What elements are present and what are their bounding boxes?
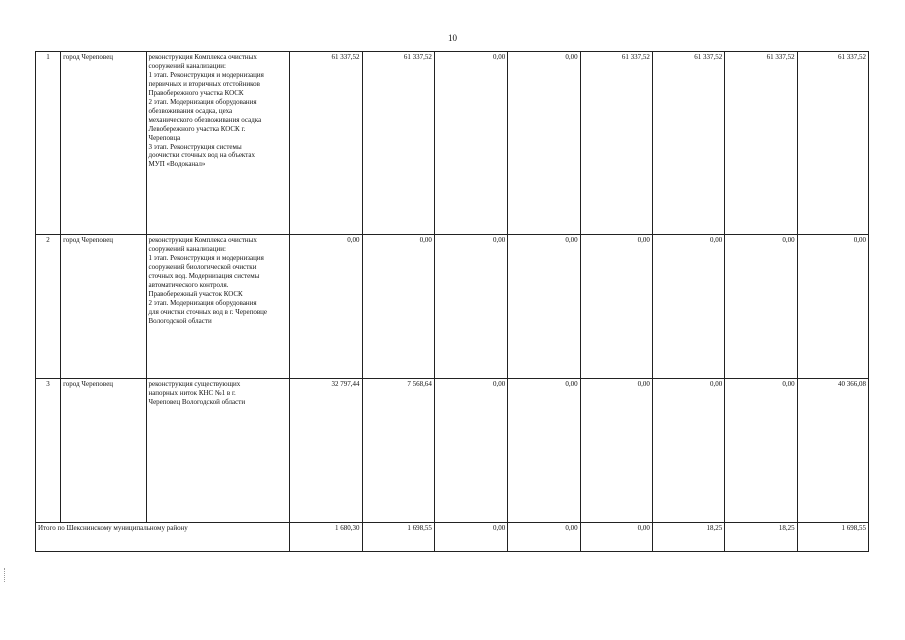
description-cell	[146, 52, 290, 235]
description-line: сточных вод. Модернизация системы	[148, 271, 260, 280]
value-cell: 0,00	[725, 379, 797, 523]
description-line: напорных ниток КНС №1 в г.	[148, 388, 236, 397]
value-cell: 61 337,52	[652, 52, 724, 235]
value-cell: 32 797,44	[290, 379, 362, 523]
description-line: 1 этап. Реконструкция и модернизация	[148, 70, 264, 79]
row-number: 2	[36, 235, 61, 379]
total-value-cell: 18,25	[725, 523, 797, 552]
value-cell: 61 337,52	[362, 52, 434, 235]
city-cell: город Череповец	[61, 52, 146, 235]
value-cell: 0,00	[725, 235, 797, 379]
table-row	[36, 52, 869, 235]
description-line: Правобережного участка КОСК	[148, 88, 244, 97]
description-line: 1 этап. Реконструкция и модернизация	[148, 253, 264, 262]
description-line: Череповца	[148, 133, 181, 142]
value-cell: 0,00	[508, 52, 580, 235]
value-cell: 0,00	[797, 235, 868, 379]
value-cell: 0,00	[290, 235, 362, 379]
total-value-cell: 18,25	[652, 523, 724, 552]
description-line: реконструкция существующих	[148, 380, 241, 388]
description-line: реконструкция Комплекса очистных	[148, 236, 257, 244]
value-cell: 0,00	[434, 52, 507, 235]
total-value-cell: 0,00	[508, 523, 580, 552]
city-cell: город Череповец	[61, 379, 146, 523]
description-line: Левобережного участка КОСК г.	[148, 124, 246, 133]
description-line: сооружений биологической очистки	[148, 262, 257, 271]
total-value-cell: 1 698,55	[362, 523, 434, 552]
value-cell: 0,00	[652, 235, 724, 379]
row-number: 3	[36, 379, 61, 523]
description-line: для очистки сточных вод в г. Череповце	[148, 307, 267, 316]
page-number: 10	[448, 33, 457, 43]
description-line: автоматического контроля.	[148, 280, 229, 289]
description-line: доочистки сточных вод на объектах	[148, 151, 255, 160]
total-value-cell: 0,00	[580, 523, 652, 552]
description-line: обезвоживания осадка, цеха	[148, 106, 233, 115]
value-cell: 0,00	[580, 235, 652, 379]
table-row	[36, 235, 869, 379]
description-line: Череповец Вологодской области	[148, 397, 246, 406]
value-cell: 0,00	[434, 235, 507, 379]
value-cell: 0,00	[434, 379, 507, 523]
description-cell	[146, 235, 290, 379]
description-line: Вологодской области	[148, 316, 212, 325]
total-value-cell: 1 698,55	[797, 523, 868, 552]
description-line: 2 этап. Модернизация оборудования	[148, 97, 257, 106]
value-cell: 61 337,52	[580, 52, 652, 235]
investment-table	[35, 51, 869, 552]
description-line: первичных и вторичных отстойников	[148, 79, 260, 88]
description-line: сооружений канализации:	[148, 244, 226, 253]
city-cell: город Череповец	[61, 235, 146, 379]
description-line: 2 этап. Модернизация оборудования	[148, 298, 257, 307]
value-cell: 61 337,52	[725, 52, 797, 235]
description-line: механического обезвоживания осадка	[148, 115, 262, 124]
description-line: Правобережный участок КОСК	[148, 289, 243, 298]
value-cell: 0,00	[508, 235, 580, 379]
row-number: 1	[36, 52, 61, 235]
description-cell	[146, 379, 290, 523]
value-cell: 40 366,08	[797, 379, 868, 523]
value-cell: 7 568,64	[362, 379, 434, 523]
value-cell: 0,00	[508, 379, 580, 523]
total-value-cell: 1 680,30	[290, 523, 362, 552]
total-value-cell: 0,00	[434, 523, 507, 552]
description-line: 3 этап. Реконструкция системы	[148, 142, 242, 151]
scan-artifact	[4, 568, 8, 582]
value-cell: 0,00	[580, 379, 652, 523]
value-cell: 61 337,52	[797, 52, 868, 235]
value-cell: 0,00	[362, 235, 434, 379]
table-row	[36, 379, 869, 523]
total-row	[36, 523, 869, 552]
description-line: реконструкция Комплекса очистных	[148, 53, 257, 61]
value-cell: 61 337,52	[290, 52, 362, 235]
value-cell: 0,00	[652, 379, 724, 523]
total-label: Итого по Шекснинскому муниципальному району	[36, 523, 290, 552]
description-line: сооружений канализации:	[148, 61, 226, 70]
description-line: МУП «Водоканал»	[148, 160, 206, 169]
